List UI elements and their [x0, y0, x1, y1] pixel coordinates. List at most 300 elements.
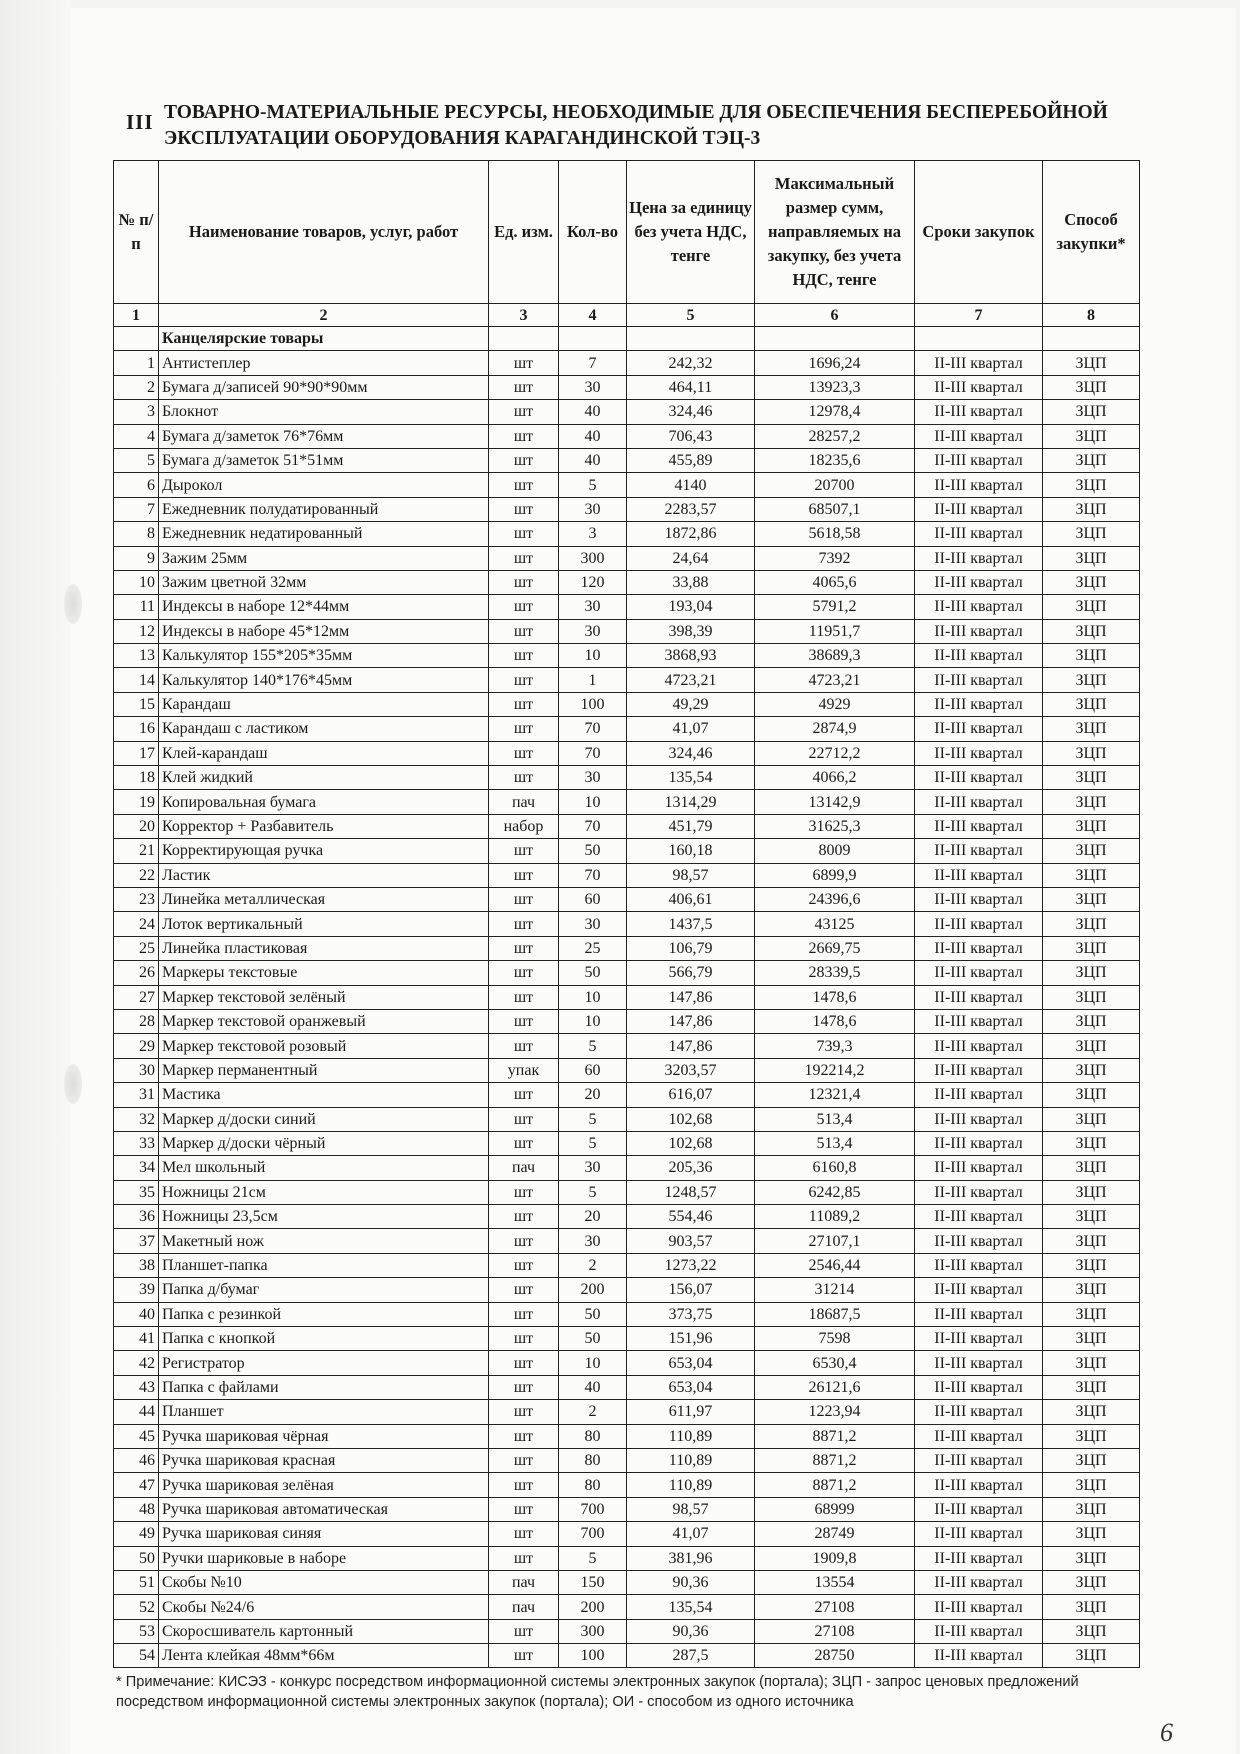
- cell-period: II-III квартал: [915, 766, 1043, 790]
- punch-hole: [64, 1064, 82, 1104]
- cell-max-sum: 28749: [755, 1522, 915, 1546]
- cell-no: 21: [114, 839, 159, 863]
- cell-qty: 10: [559, 985, 627, 1009]
- cell-no: 44: [114, 1400, 159, 1424]
- cell-unit: пач: [489, 1570, 559, 1594]
- cell-name: Лоток вертикальный: [159, 912, 489, 936]
- cell-name: Скоросшиватель картонный: [159, 1619, 489, 1643]
- table-row: [114, 1131, 1140, 1155]
- cell-method: ЗЦП: [1043, 912, 1140, 936]
- cell-max-sum: 1696,24: [755, 351, 915, 375]
- cell-no: 39: [114, 1278, 159, 1302]
- cell-method: ЗЦП: [1043, 1644, 1140, 1668]
- cell-max-sum: 27108: [755, 1595, 915, 1619]
- cell-unit: шт: [489, 1400, 559, 1424]
- cell-no: 25: [114, 936, 159, 960]
- cell-unit: шт: [489, 887, 559, 911]
- column-number-row: [114, 304, 1140, 327]
- cell-name: Копировальная бумага: [159, 790, 489, 814]
- cell-method: ЗЦП: [1043, 546, 1140, 570]
- cell-unit: шт: [489, 741, 559, 765]
- cell-no: 34: [114, 1156, 159, 1180]
- cell-period: II-III квартал: [915, 887, 1043, 911]
- cell-unit-price: 135,54: [627, 766, 755, 790]
- cell-unit: шт: [489, 1473, 559, 1497]
- header-no: № п/п: [114, 161, 159, 304]
- table-row: [114, 1424, 1140, 1448]
- cell-unit-price: 156,07: [627, 1278, 755, 1302]
- table-row: [114, 790, 1140, 814]
- cell-name: Папка с резинкой: [159, 1302, 489, 1326]
- cell-method: ЗЦП: [1043, 1302, 1140, 1326]
- cell-no: 51: [114, 1570, 159, 1594]
- cell-unit-price: 398,39: [627, 619, 755, 643]
- cell-period: II-III квартал: [915, 839, 1043, 863]
- cell-max-sum: 28339,5: [755, 961, 915, 985]
- cell-period: II-III квартал: [915, 863, 1043, 887]
- header-unit: Ед. изм.: [489, 161, 559, 304]
- cell-unit-price: 455,89: [627, 448, 755, 472]
- cell-unit: пач: [489, 1595, 559, 1619]
- cell-method: ЗЦП: [1043, 1497, 1140, 1521]
- cell-qty: 30: [559, 595, 627, 619]
- cell-max-sum: 192214,2: [755, 1058, 915, 1082]
- cell-qty: 150: [559, 1570, 627, 1594]
- cell-unit-price: 1437,5: [627, 912, 755, 936]
- cell-max-sum: 513,4: [755, 1107, 915, 1131]
- column-number: 2: [159, 304, 489, 327]
- cell-name: Индексы в наборе 12*44мм: [159, 595, 489, 619]
- scan-edge: [0, 0, 70, 1754]
- cell-no: 37: [114, 1229, 159, 1253]
- cell-no: 54: [114, 1644, 159, 1668]
- cell-method: ЗЦП: [1043, 400, 1140, 424]
- cell-unit-price: 102,68: [627, 1107, 755, 1131]
- cell-no: 1: [114, 351, 159, 375]
- cell-unit: шт: [489, 1107, 559, 1131]
- cell-qty: 5: [559, 1546, 627, 1570]
- cell-name: Ежедневник полудатированный: [159, 497, 489, 521]
- cell-method: ЗЦП: [1043, 863, 1140, 887]
- cell-qty: 80: [559, 1424, 627, 1448]
- cell-unit-price: 98,57: [627, 863, 755, 887]
- cell-no: 28: [114, 1009, 159, 1033]
- cell-unit: шт: [489, 351, 559, 375]
- cell-unit-price: 205,36: [627, 1156, 755, 1180]
- table-row: [114, 1229, 1140, 1253]
- cell-unit-price: 406,61: [627, 887, 755, 911]
- cell-unit: шт: [489, 1522, 559, 1546]
- cell-no: 26: [114, 961, 159, 985]
- cell-unit: шт: [489, 863, 559, 887]
- cell-unit-price: 616,07: [627, 1083, 755, 1107]
- cell-period: II-III квартал: [915, 1473, 1043, 1497]
- cell-period: II-III квартал: [915, 741, 1043, 765]
- cell-unit: шт: [489, 1034, 559, 1058]
- cell-max-sum: 6530,4: [755, 1351, 915, 1375]
- cell-name: Калькулятор 155*205*35мм: [159, 644, 489, 668]
- cell-name: Ручка шариковая синяя: [159, 1522, 489, 1546]
- cell-unit: набор: [489, 814, 559, 838]
- cell-name: Ножницы 21см: [159, 1180, 489, 1204]
- column-number: 1: [114, 304, 159, 327]
- cell-period: II-III квартал: [915, 936, 1043, 960]
- cell-name: Ручка шариковая красная: [159, 1448, 489, 1472]
- cell-unit: шт: [489, 497, 559, 521]
- cell-method: ЗЦП: [1043, 1278, 1140, 1302]
- cell-no: 53: [114, 1619, 159, 1643]
- cell-unit: пач: [489, 790, 559, 814]
- cell-unit: шт: [489, 1229, 559, 1253]
- cell-name: Планшет: [159, 1400, 489, 1424]
- cell-period: II-III квартал: [915, 375, 1043, 399]
- table-row: [114, 961, 1140, 985]
- cell-name: Скобы №10: [159, 1570, 489, 1594]
- cell-unit-price: 1248,57: [627, 1180, 755, 1204]
- cell-qty: 10: [559, 790, 627, 814]
- cell-method: ЗЦП: [1043, 1229, 1140, 1253]
- table-row: [114, 522, 1140, 546]
- cell-max-sum: 5618,58: [755, 522, 915, 546]
- cell-unit: шт: [489, 1375, 559, 1399]
- cell-no: 47: [114, 1473, 159, 1497]
- table-row: [114, 1253, 1140, 1277]
- cell-unit: шт: [489, 1205, 559, 1229]
- cell-period: II-III квартал: [915, 814, 1043, 838]
- column-number: 8: [1043, 304, 1140, 327]
- cell-max-sum: 13142,9: [755, 790, 915, 814]
- cell-name: Лента клейкая 48мм*66м: [159, 1644, 489, 1668]
- cell-period: II-III квартал: [915, 717, 1043, 741]
- cell-unit-price: 90,36: [627, 1570, 755, 1594]
- cell-period: II-III квартал: [915, 473, 1043, 497]
- cell-method: ЗЦП: [1043, 1400, 1140, 1424]
- cell-qty: 30: [559, 1156, 627, 1180]
- section-number: III: [126, 110, 154, 134]
- cell-no: 15: [114, 692, 159, 716]
- table-row: [114, 570, 1140, 594]
- cell-unit: шт: [489, 644, 559, 668]
- cell-period: II-III квартал: [915, 1034, 1043, 1058]
- cell-name: Карандаш с ластиком: [159, 717, 489, 741]
- cell-unit: шт: [489, 1351, 559, 1375]
- table-row: [114, 1083, 1140, 1107]
- cell-period: II-III квартал: [915, 546, 1043, 570]
- cell-qty: 10: [559, 644, 627, 668]
- cell-unit: шт: [489, 912, 559, 936]
- cell-qty: 50: [559, 1302, 627, 1326]
- cell-period: II-III квартал: [915, 1522, 1043, 1546]
- table-row: [114, 839, 1140, 863]
- cell-max-sum: 513,4: [755, 1131, 915, 1155]
- cell-unit: шт: [489, 1546, 559, 1570]
- cell-period: II-III квартал: [915, 1644, 1043, 1668]
- cell-period: II-III квартал: [915, 1570, 1043, 1594]
- cell-name: Клей-карандаш: [159, 741, 489, 765]
- cell-name: Маркер д/доски чёрный: [159, 1131, 489, 1155]
- cell-max-sum: 13554: [755, 1570, 915, 1594]
- cell-method: ЗЦП: [1043, 1034, 1140, 1058]
- cell-no: 24: [114, 912, 159, 936]
- cell-period: II-III квартал: [915, 1278, 1043, 1302]
- group-label: Канцелярские товары: [159, 327, 489, 351]
- cell-qty: 10: [559, 1009, 627, 1033]
- cell-unit: шт: [489, 448, 559, 472]
- cell-unit: шт: [489, 766, 559, 790]
- cell-unit: шт: [489, 1302, 559, 1326]
- cell-max-sum: 31625,3: [755, 814, 915, 838]
- cell-no: 49: [114, 1522, 159, 1546]
- cell-no: 11: [114, 595, 159, 619]
- cell-period: II-III квартал: [915, 1229, 1043, 1253]
- cell-max-sum: 8871,2: [755, 1424, 915, 1448]
- cell-unit: шт: [489, 1278, 559, 1302]
- page-title: ТОВАРНО-МАТЕРИАЛЬНЫЕ РЕСУРСЫ, НЕОБХОДИМЫЕ ДЛЯ ОБЕСПЕЧЕНИЯ БЕСПЕРЕБОЙНОЙ ЭКСПЛУАТАЦИИ ОБОРУДОВАНИЯ КАРАГАНДИНСКОЙ ТЭЦ-3: [164, 102, 1108, 149]
- cell-period: II-III квартал: [915, 790, 1043, 814]
- cell-max-sum: 7598: [755, 1327, 915, 1351]
- cell-name: Линейка пластиковая: [159, 936, 489, 960]
- cell-max-sum: 31214: [755, 1278, 915, 1302]
- punch-hole: [64, 584, 82, 624]
- cell-method: ЗЦП: [1043, 497, 1140, 521]
- cell-max-sum: 68507,1: [755, 497, 915, 521]
- cell-max-sum: 4065,6: [755, 570, 915, 594]
- cell-unit-price: 98,57: [627, 1497, 755, 1521]
- cell-period: II-III квартал: [915, 668, 1043, 692]
- cell-method: ЗЦП: [1043, 1546, 1140, 1570]
- cell-no: 41: [114, 1327, 159, 1351]
- cell-qty: 70: [559, 814, 627, 838]
- cell-max-sum: 4929: [755, 692, 915, 716]
- table-row: [114, 717, 1140, 741]
- cell-max-sum: 6242,85: [755, 1180, 915, 1204]
- cell-period: II-III квартал: [915, 1107, 1043, 1131]
- cell-period: II-III квартал: [915, 1131, 1043, 1155]
- cell-unit-price: 110,89: [627, 1448, 755, 1472]
- cell-no: 29: [114, 1034, 159, 1058]
- cell-unit: шт: [489, 1448, 559, 1472]
- cell-unit: шт: [489, 1009, 559, 1033]
- table-row: [114, 936, 1140, 960]
- cell-unit-price: 3868,93: [627, 644, 755, 668]
- table-row: [114, 1644, 1140, 1668]
- cell-unit-price: 1314,29: [627, 790, 755, 814]
- cell-name: Бумага д/записей 90*90*90мм: [159, 375, 489, 399]
- cell-no: 2: [114, 375, 159, 399]
- cell-qty: 1: [559, 668, 627, 692]
- column-number: 6: [755, 304, 915, 327]
- cell-unit: пач: [489, 1156, 559, 1180]
- cell-unit-price: 903,57: [627, 1229, 755, 1253]
- cell-qty: 50: [559, 961, 627, 985]
- cell-unit: шт: [489, 619, 559, 643]
- cell-unit-price: 147,86: [627, 985, 755, 1009]
- cell-unit-price: 451,79: [627, 814, 755, 838]
- cell-qty: 200: [559, 1278, 627, 1302]
- cell-qty: 30: [559, 1229, 627, 1253]
- cell-max-sum: 28750: [755, 1644, 915, 1668]
- cell-qty: 200: [559, 1595, 627, 1619]
- table-row: [114, 1522, 1140, 1546]
- cell-unit: шт: [489, 375, 559, 399]
- cell-max-sum: 1909,8: [755, 1546, 915, 1570]
- cell-unit: упак: [489, 1058, 559, 1082]
- procurement-table: [113, 160, 1140, 1668]
- cell-method: ЗЦП: [1043, 961, 1140, 985]
- header-qty: Кол-во: [559, 161, 627, 304]
- cell-unit-price: 41,07: [627, 717, 755, 741]
- cell-name: Ножницы 23,5см: [159, 1205, 489, 1229]
- group-cell-empty: [1043, 327, 1140, 351]
- cell-qty: 20: [559, 1205, 627, 1229]
- cell-qty: 300: [559, 546, 627, 570]
- cell-unit: шт: [489, 546, 559, 570]
- table-row: [114, 863, 1140, 887]
- cell-name: Макетный нож: [159, 1229, 489, 1253]
- cell-no: 18: [114, 766, 159, 790]
- table-row: [114, 424, 1140, 448]
- group-cell-empty: [489, 327, 559, 351]
- cell-max-sum: 4723,21: [755, 668, 915, 692]
- footnote: * Примечание: КИСЭЗ - конкурс посредством информационной системы электронных закупок (портала); ЗЦП - запрос ценовых предложений посредством информационной системы электронных закупок (портала); ОИ - способом из одного источника: [116, 1674, 1079, 1710]
- cell-period: II-III квартал: [915, 985, 1043, 1009]
- cell-name: Блокнот: [159, 400, 489, 424]
- cell-qty: 40: [559, 1375, 627, 1399]
- cell-method: ЗЦП: [1043, 570, 1140, 594]
- cell-qty: 30: [559, 619, 627, 643]
- cell-period: II-III квартал: [915, 1619, 1043, 1643]
- cell-unit: шт: [489, 1644, 559, 1668]
- cell-name: Ручка шариковая чёрная: [159, 1424, 489, 1448]
- table-row: [114, 400, 1140, 424]
- cell-no: 46: [114, 1448, 159, 1472]
- cell-qty: 100: [559, 692, 627, 716]
- cell-qty: 700: [559, 1497, 627, 1521]
- cell-period: II-III квартал: [915, 1083, 1043, 1107]
- cell-unit: шт: [489, 473, 559, 497]
- cell-no: 32: [114, 1107, 159, 1131]
- cell-max-sum: 7392: [755, 546, 915, 570]
- cell-unit-price: 287,5: [627, 1644, 755, 1668]
- cell-unit-price: 653,04: [627, 1375, 755, 1399]
- table-row: [114, 497, 1140, 521]
- cell-unit: шт: [489, 570, 559, 594]
- cell-method: ЗЦП: [1043, 644, 1140, 668]
- cell-max-sum: 38689,3: [755, 644, 915, 668]
- table-row: [114, 1156, 1140, 1180]
- table-row: [114, 692, 1140, 716]
- cell-period: II-III квартал: [915, 1546, 1043, 1570]
- group-row: [114, 327, 1140, 351]
- cell-unit: шт: [489, 1424, 559, 1448]
- table-row: [114, 1497, 1140, 1521]
- cell-method: ЗЦП: [1043, 1009, 1140, 1033]
- cell-unit-price: 566,79: [627, 961, 755, 985]
- cell-max-sum: 12321,4: [755, 1083, 915, 1107]
- cell-name: Маркер текстовой оранжевый: [159, 1009, 489, 1033]
- cell-period: II-III квартал: [915, 522, 1043, 546]
- cell-no: 8: [114, 522, 159, 546]
- cell-method: ЗЦП: [1043, 692, 1140, 716]
- cell-name: Планшет-папка: [159, 1253, 489, 1277]
- table-row: [114, 595, 1140, 619]
- cell-unit-price: 147,86: [627, 1034, 755, 1058]
- cell-unit-price: 24,64: [627, 546, 755, 570]
- cell-name: Корректирующая ручка: [159, 839, 489, 863]
- cell-name: Ручка шариковая автоматическая: [159, 1497, 489, 1521]
- cell-unit: шт: [489, 1083, 559, 1107]
- table-row: [114, 448, 1140, 472]
- cell-unit-price: 464,11: [627, 375, 755, 399]
- cell-unit-price: 611,97: [627, 1400, 755, 1424]
- cell-name: Регистратор: [159, 1351, 489, 1375]
- cell-name: Индексы в наборе 45*12мм: [159, 619, 489, 643]
- cell-name: Ежедневник недатированный: [159, 522, 489, 546]
- cell-max-sum: 18235,6: [755, 448, 915, 472]
- cell-no: 23: [114, 887, 159, 911]
- table-row: [114, 1034, 1140, 1058]
- cell-max-sum: 1478,6: [755, 985, 915, 1009]
- group-cell-empty: [755, 327, 915, 351]
- cell-no: 10: [114, 570, 159, 594]
- cell-period: II-III квартал: [915, 961, 1043, 985]
- cell-no: 7: [114, 497, 159, 521]
- table-row: [114, 1375, 1140, 1399]
- cell-name: Зажим цветной 32мм: [159, 570, 489, 594]
- cell-no: 16: [114, 717, 159, 741]
- table-row: [114, 741, 1140, 765]
- cell-unit: шт: [489, 1619, 559, 1643]
- cell-max-sum: 1223,94: [755, 1400, 915, 1424]
- cell-name: Ручки шариковые в наборе: [159, 1546, 489, 1570]
- cell-max-sum: 6160,8: [755, 1156, 915, 1180]
- cell-period: II-III квартал: [915, 1375, 1043, 1399]
- cell-qty: 70: [559, 717, 627, 741]
- column-number: 5: [627, 304, 755, 327]
- table-row: [114, 351, 1140, 375]
- cell-unit-price: 193,04: [627, 595, 755, 619]
- cell-method: ЗЦП: [1043, 1424, 1140, 1448]
- table-header-row: [114, 161, 1140, 304]
- cell-period: II-III квартал: [915, 644, 1043, 668]
- cell-unit-price: 324,46: [627, 400, 755, 424]
- cell-period: II-III квартал: [915, 1253, 1043, 1277]
- cell-period: II-III квартал: [915, 570, 1043, 594]
- cell-method: ЗЦП: [1043, 1522, 1140, 1546]
- cell-no: 17: [114, 741, 159, 765]
- cell-period: II-III квартал: [915, 912, 1043, 936]
- cell-qty: 5: [559, 473, 627, 497]
- cell-qty: 40: [559, 448, 627, 472]
- cell-unit-price: 554,46: [627, 1205, 755, 1229]
- cell-unit: шт: [489, 936, 559, 960]
- cell-name: Калькулятор 140*176*45мм: [159, 668, 489, 692]
- table-row: [114, 766, 1140, 790]
- cell-max-sum: 5791,2: [755, 595, 915, 619]
- cell-unit-price: 33,88: [627, 570, 755, 594]
- cell-name: Мел школьный: [159, 1156, 489, 1180]
- cell-no: 19: [114, 790, 159, 814]
- cell-unit-price: 147,86: [627, 1009, 755, 1033]
- cell-qty: 60: [559, 887, 627, 911]
- cell-method: ЗЦП: [1043, 473, 1140, 497]
- cell-unit-price: 102,68: [627, 1131, 755, 1155]
- cell-period: II-III квартал: [915, 692, 1043, 716]
- cell-qty: 700: [559, 1522, 627, 1546]
- cell-unit-price: 706,43: [627, 424, 755, 448]
- cell-unit: шт: [489, 1327, 559, 1351]
- group-cell-empty: [114, 327, 159, 351]
